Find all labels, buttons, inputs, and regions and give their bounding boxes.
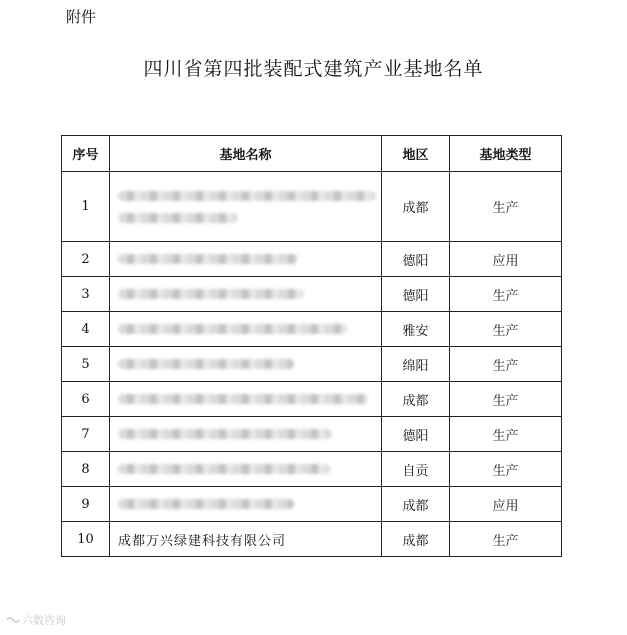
cell-type: 生产	[450, 452, 562, 487]
cell-no: 9	[62, 487, 110, 522]
table-row	[62, 522, 562, 557]
table-row	[62, 417, 562, 452]
redaction-blur	[118, 191, 381, 223]
cell-name-redacted	[110, 452, 382, 487]
cell-no: 7	[62, 417, 110, 452]
table-row	[62, 452, 562, 487]
cell-type: 生产	[450, 347, 562, 382]
cell-name-redacted	[110, 487, 382, 522]
header-name: 基地名称	[110, 136, 382, 172]
document-title: 四川省第四批装配式建筑产业基地名单	[143, 58, 484, 80]
cell-no: 8	[62, 452, 110, 487]
table-row	[62, 487, 562, 522]
table-row	[62, 382, 562, 417]
watermark	[6, 612, 66, 628]
cell-area: 雅安	[382, 312, 450, 347]
cell-type: 生产	[450, 522, 562, 557]
cell-name	[110, 522, 382, 557]
cell-name-redacted	[110, 417, 382, 452]
redaction-blur	[118, 429, 332, 439]
table-row	[62, 172, 562, 242]
cell-no: 10	[62, 522, 110, 557]
redaction-blur	[118, 394, 368, 404]
base-list-table	[61, 135, 562, 557]
redaction-blur	[118, 289, 304, 299]
cell-name-redacted	[110, 347, 382, 382]
cell-type: 生产	[450, 172, 562, 242]
cell-type: 应用	[450, 242, 562, 277]
redaction-blur	[118, 499, 294, 509]
attachment-label: 附件	[66, 8, 97, 26]
cell-area: 德阳	[382, 277, 450, 312]
cell-area: 绵阳	[382, 347, 450, 382]
table-row	[62, 347, 562, 382]
cell-name-redacted	[110, 382, 382, 417]
cell-no: 5	[62, 347, 110, 382]
cell-type: 生产	[450, 417, 562, 452]
cell-area: 德阳	[382, 242, 450, 277]
cell-area: 德阳	[382, 417, 450, 452]
cell-no: 2	[62, 242, 110, 277]
redaction-blur	[118, 254, 298, 264]
redaction-blur	[118, 359, 294, 369]
cell-no: 6	[62, 382, 110, 417]
redaction-blur	[118, 464, 330, 474]
header-no: 序号	[62, 136, 110, 172]
cell-area: 自贡	[382, 452, 450, 487]
cell-area: 成都	[382, 522, 450, 557]
table-header-row	[62, 136, 562, 172]
table-row	[62, 312, 562, 347]
header-area: 地区	[382, 136, 450, 172]
company-name: 成都万兴绿建科技有限公司	[118, 533, 287, 549]
cell-area: 成都	[382, 487, 450, 522]
cell-name-redacted	[110, 172, 382, 242]
table-row	[62, 277, 562, 312]
cell-type: 生产	[450, 382, 562, 417]
cell-type: 生产	[450, 312, 562, 347]
header-type: 基地类型	[450, 136, 562, 172]
table-row	[62, 242, 562, 277]
cell-name-redacted	[110, 312, 382, 347]
cell-name-redacted	[110, 242, 382, 277]
cell-no: 4	[62, 312, 110, 347]
redaction-blur	[118, 324, 348, 334]
cell-type: 应用	[450, 487, 562, 522]
cell-no: 1	[62, 172, 110, 242]
cell-type: 生产	[450, 277, 562, 312]
cell-no: 3	[62, 277, 110, 312]
watermark-logo-icon	[6, 615, 20, 625]
cell-area: 成都	[382, 172, 450, 242]
cell-area: 成都	[382, 382, 450, 417]
cell-name-redacted	[110, 277, 382, 312]
watermark-text: 六数咨询	[22, 614, 66, 627]
